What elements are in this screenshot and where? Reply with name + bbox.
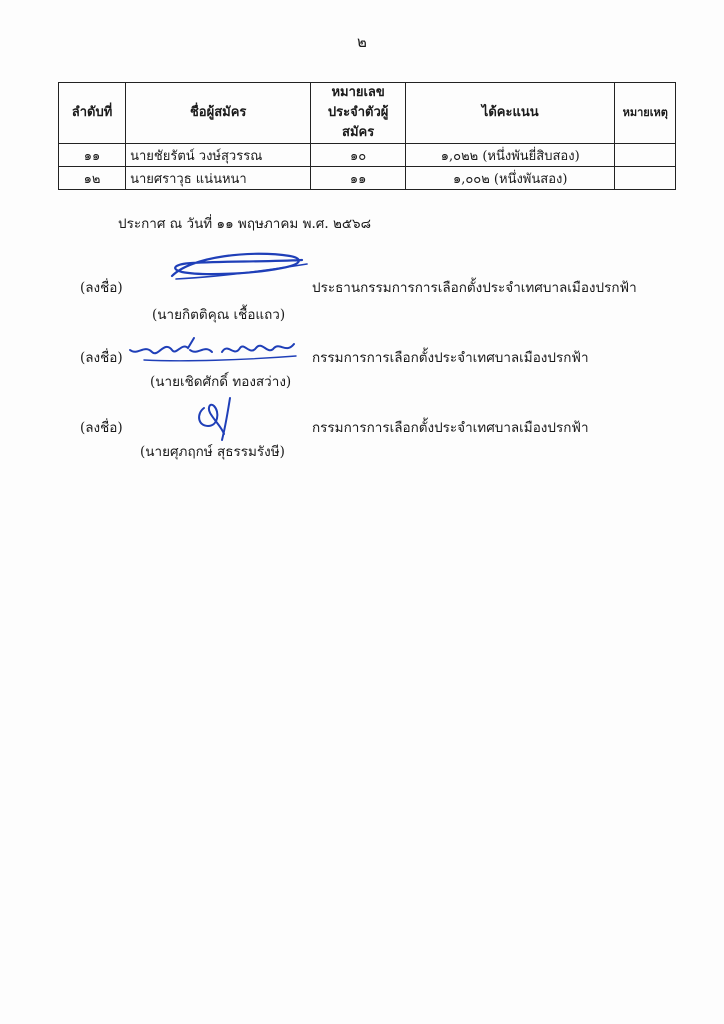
- header-score: ได้คะแนน: [405, 83, 614, 144]
- signature-position: ประธานกรรมการการเลือกตั้งประจำเทศบาลเมืองปรกฟ้า: [312, 280, 637, 296]
- row-note: [615, 167, 676, 190]
- row-candidate-number: ๑๐: [311, 144, 406, 167]
- signatory-name: (นายเชิดศักดิ์ ทองสว่าง): [150, 374, 292, 390]
- row-note: [615, 144, 676, 167]
- table-row: [59, 144, 676, 167]
- signatory-name: (นายกิตติคุณ เชื้อแถว): [152, 307, 286, 323]
- table-header-row: [59, 83, 676, 144]
- signature-label: (ลงชื่อ): [80, 350, 123, 366]
- header-no: ลำดับที่: [59, 83, 126, 144]
- page-number: ๒: [357, 33, 367, 51]
- header-name: ชื่อผู้สมัคร: [126, 83, 311, 144]
- header-candidate-number: หมายเลข ประจำตัวผู้สมัคร: [311, 83, 406, 144]
- table-row: [59, 167, 676, 190]
- row-no: ๑๑: [59, 144, 126, 167]
- row-no: ๑๒: [59, 167, 126, 190]
- signature-label: (ลงชื่อ): [80, 280, 123, 296]
- results-table: [58, 82, 676, 190]
- signature-mark: [190, 394, 250, 444]
- signature-label: (ลงชื่อ): [80, 420, 123, 436]
- row-score: ๑,๐๒๒ (หนึ่งพันยี่สิบสอง): [405, 144, 614, 167]
- header-note: หมายเหตุ: [615, 83, 676, 144]
- row-name: นายชัยรัตน์ วงษ์สุวรรณ: [126, 144, 311, 167]
- signature-mark: [124, 330, 304, 370]
- row-name: นายศราวุธ แน่นหนา: [126, 167, 311, 190]
- signatory-name: (นายศุภฤกษ์ สุธรรมรังษี): [140, 444, 285, 460]
- announcement-date: ประกาศ ณ วันที่ ๑๑ พฤษภาคม พ.ศ. ๒๕๖๘: [118, 216, 372, 232]
- signature-position: กรรมการการเลือกตั้งประจำเทศบาลเมืองปรกฟ้า: [312, 350, 589, 366]
- row-score: ๑,๐๐๒ (หนึ่งพันสอง): [405, 167, 614, 190]
- row-candidate-number: ๑๑: [311, 167, 406, 190]
- signature-position: กรรมการการเลือกตั้งประจำเทศบาลเมืองปรกฟ้า: [312, 420, 589, 436]
- signature-mark: [162, 246, 312, 290]
